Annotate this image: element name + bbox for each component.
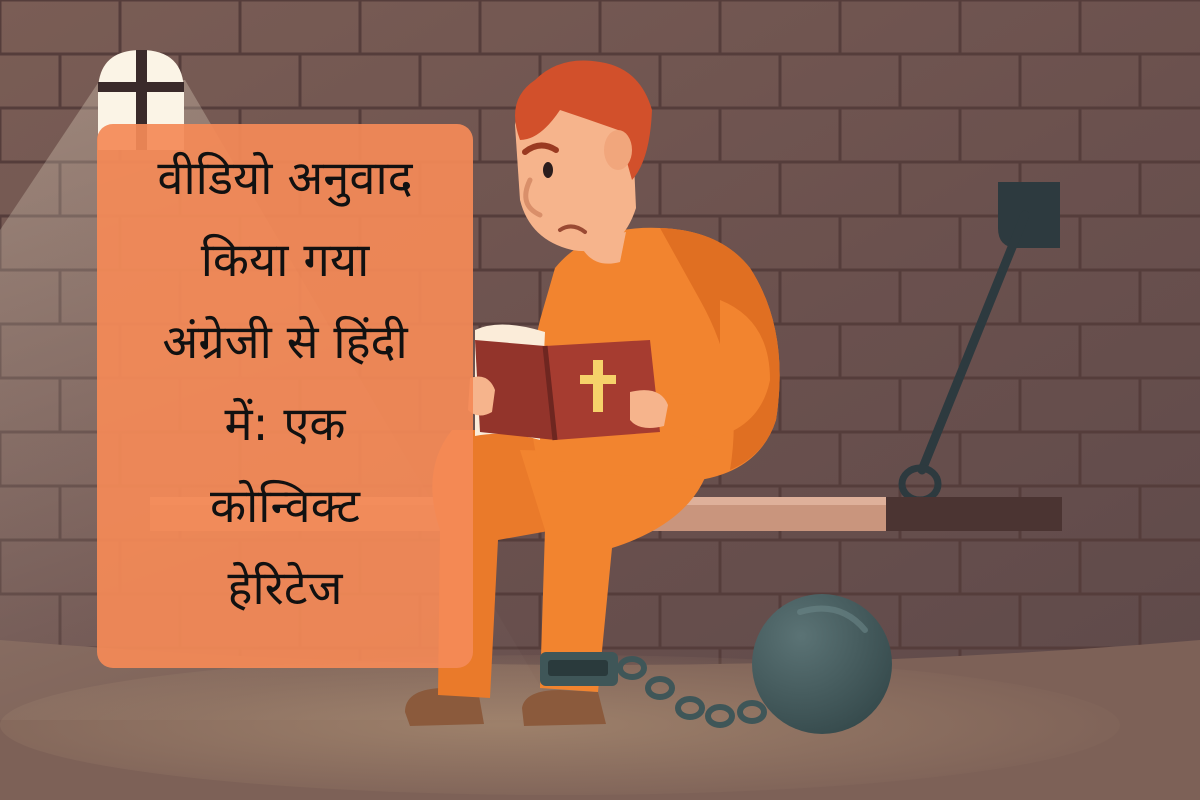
title-line: हेरिटेज <box>227 561 343 616</box>
title-line: किया गया <box>200 233 370 288</box>
iron-ball <box>752 594 892 734</box>
title-line: अंग्रेजी से हिंदी <box>162 315 408 370</box>
article-title <box>97 138 473 630</box>
title-line: कोन्विक्ट <box>210 479 360 534</box>
title-line: में: एक <box>224 397 346 452</box>
title-line: वीडियो अनुवाद <box>157 151 413 206</box>
right-shoe <box>522 690 606 726</box>
